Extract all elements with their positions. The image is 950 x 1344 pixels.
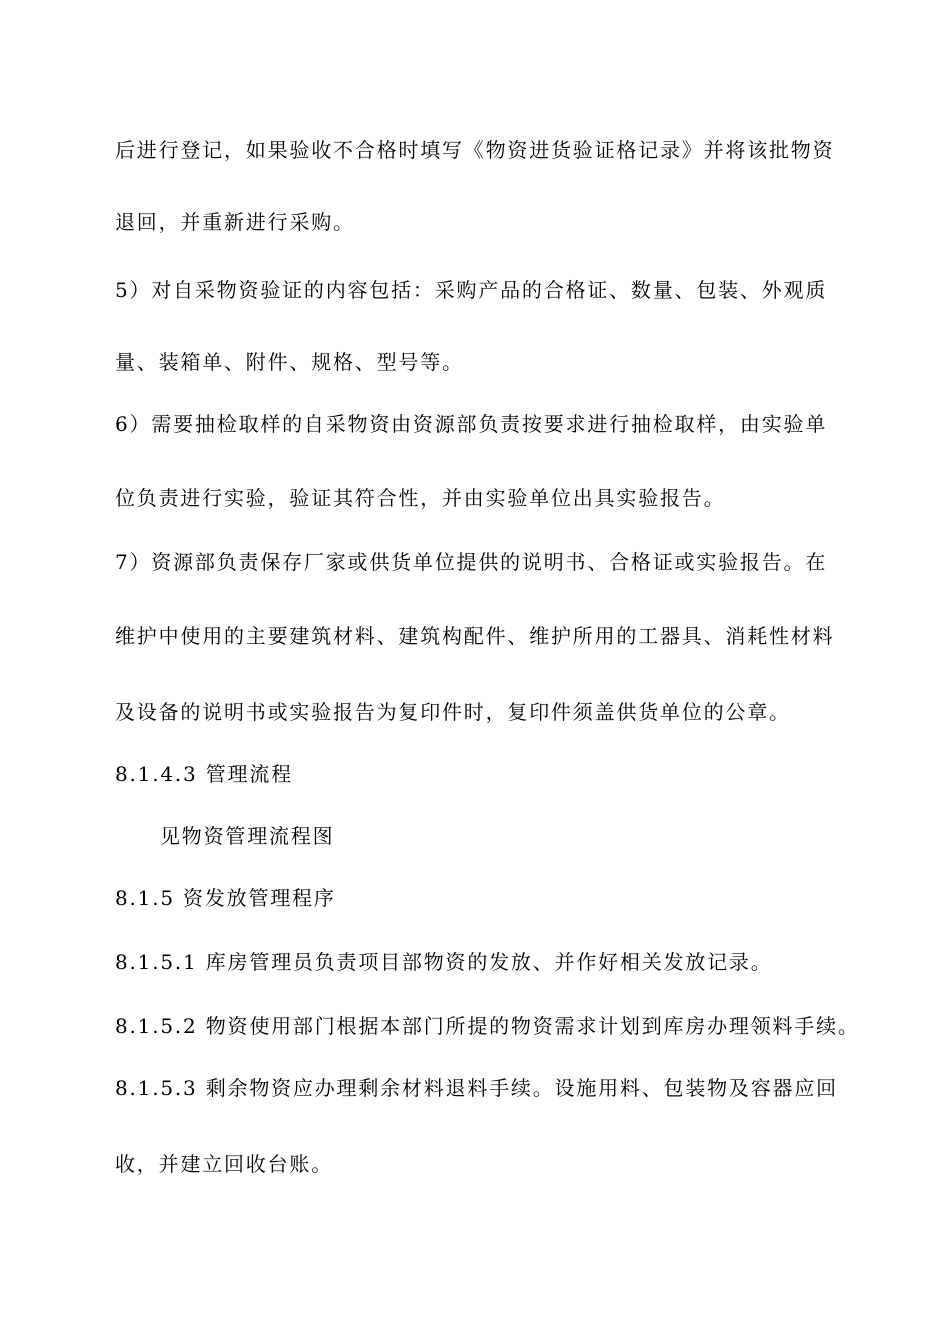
paragraph-line-8: 维护中使用的主要建筑材料、建筑构配件、维护所用的工器具、消耗性材料 xyxy=(115,624,835,648)
paragraph-line-5: 6）需要抽检取样的自采物资由资源部负责按要求进行抽检取样，由实验单 xyxy=(115,412,828,436)
clause-8-1-5-2: 8.1.5.2 物资使用部门根据本部门所提的物资需求计划到库房办理领料手续。 xyxy=(115,1014,860,1038)
clause-8-1-5-3-continued: 收，并建立回收台账。 xyxy=(115,1152,333,1176)
flowchart-reference: 见物资管理流程图 xyxy=(160,824,335,848)
paragraph-line-2: 退回，并重新进行采购。 xyxy=(115,210,355,234)
paragraph-line-9: 及设备的说明书或实验报告为复印件时，复印件须盖供货单位的公章。 xyxy=(115,700,791,724)
section-heading-8-1-4-3: 8.1.4.3 管理流程 xyxy=(115,762,293,786)
clause-8-1-5-1: 8.1.5.1 库房管理员负责项目部物资的发放、并作好相关发放记录。 xyxy=(115,950,773,974)
paragraph-line-4: 量、装箱单、附件、规格、型号等。 xyxy=(115,350,464,374)
paragraph-line-3: 5）对自采物资验证的内容包括：采购产品的合格证、数量、包装、外观质 xyxy=(115,278,828,302)
paragraph-line-7: 7）资源部负责保存厂家或供货单位提供的说明书、合格证或实验报告。在 xyxy=(115,550,828,574)
clause-8-1-5-3: 8.1.5.3 剩余物资应办理剩余材料退料手续。设施用料、包装物及容器应回 xyxy=(115,1076,838,1100)
paragraph-line-6: 位负责进行实验，验证其符合性，并由实验单位出具实验报告。 xyxy=(115,486,726,510)
section-heading-8-1-5: 8.1.5 资发放管理程序 xyxy=(115,886,336,910)
paragraph-line-1: 后进行登记，如果验收不合格时填写《物资进货验证格记录》并将该批物资 xyxy=(115,138,835,162)
